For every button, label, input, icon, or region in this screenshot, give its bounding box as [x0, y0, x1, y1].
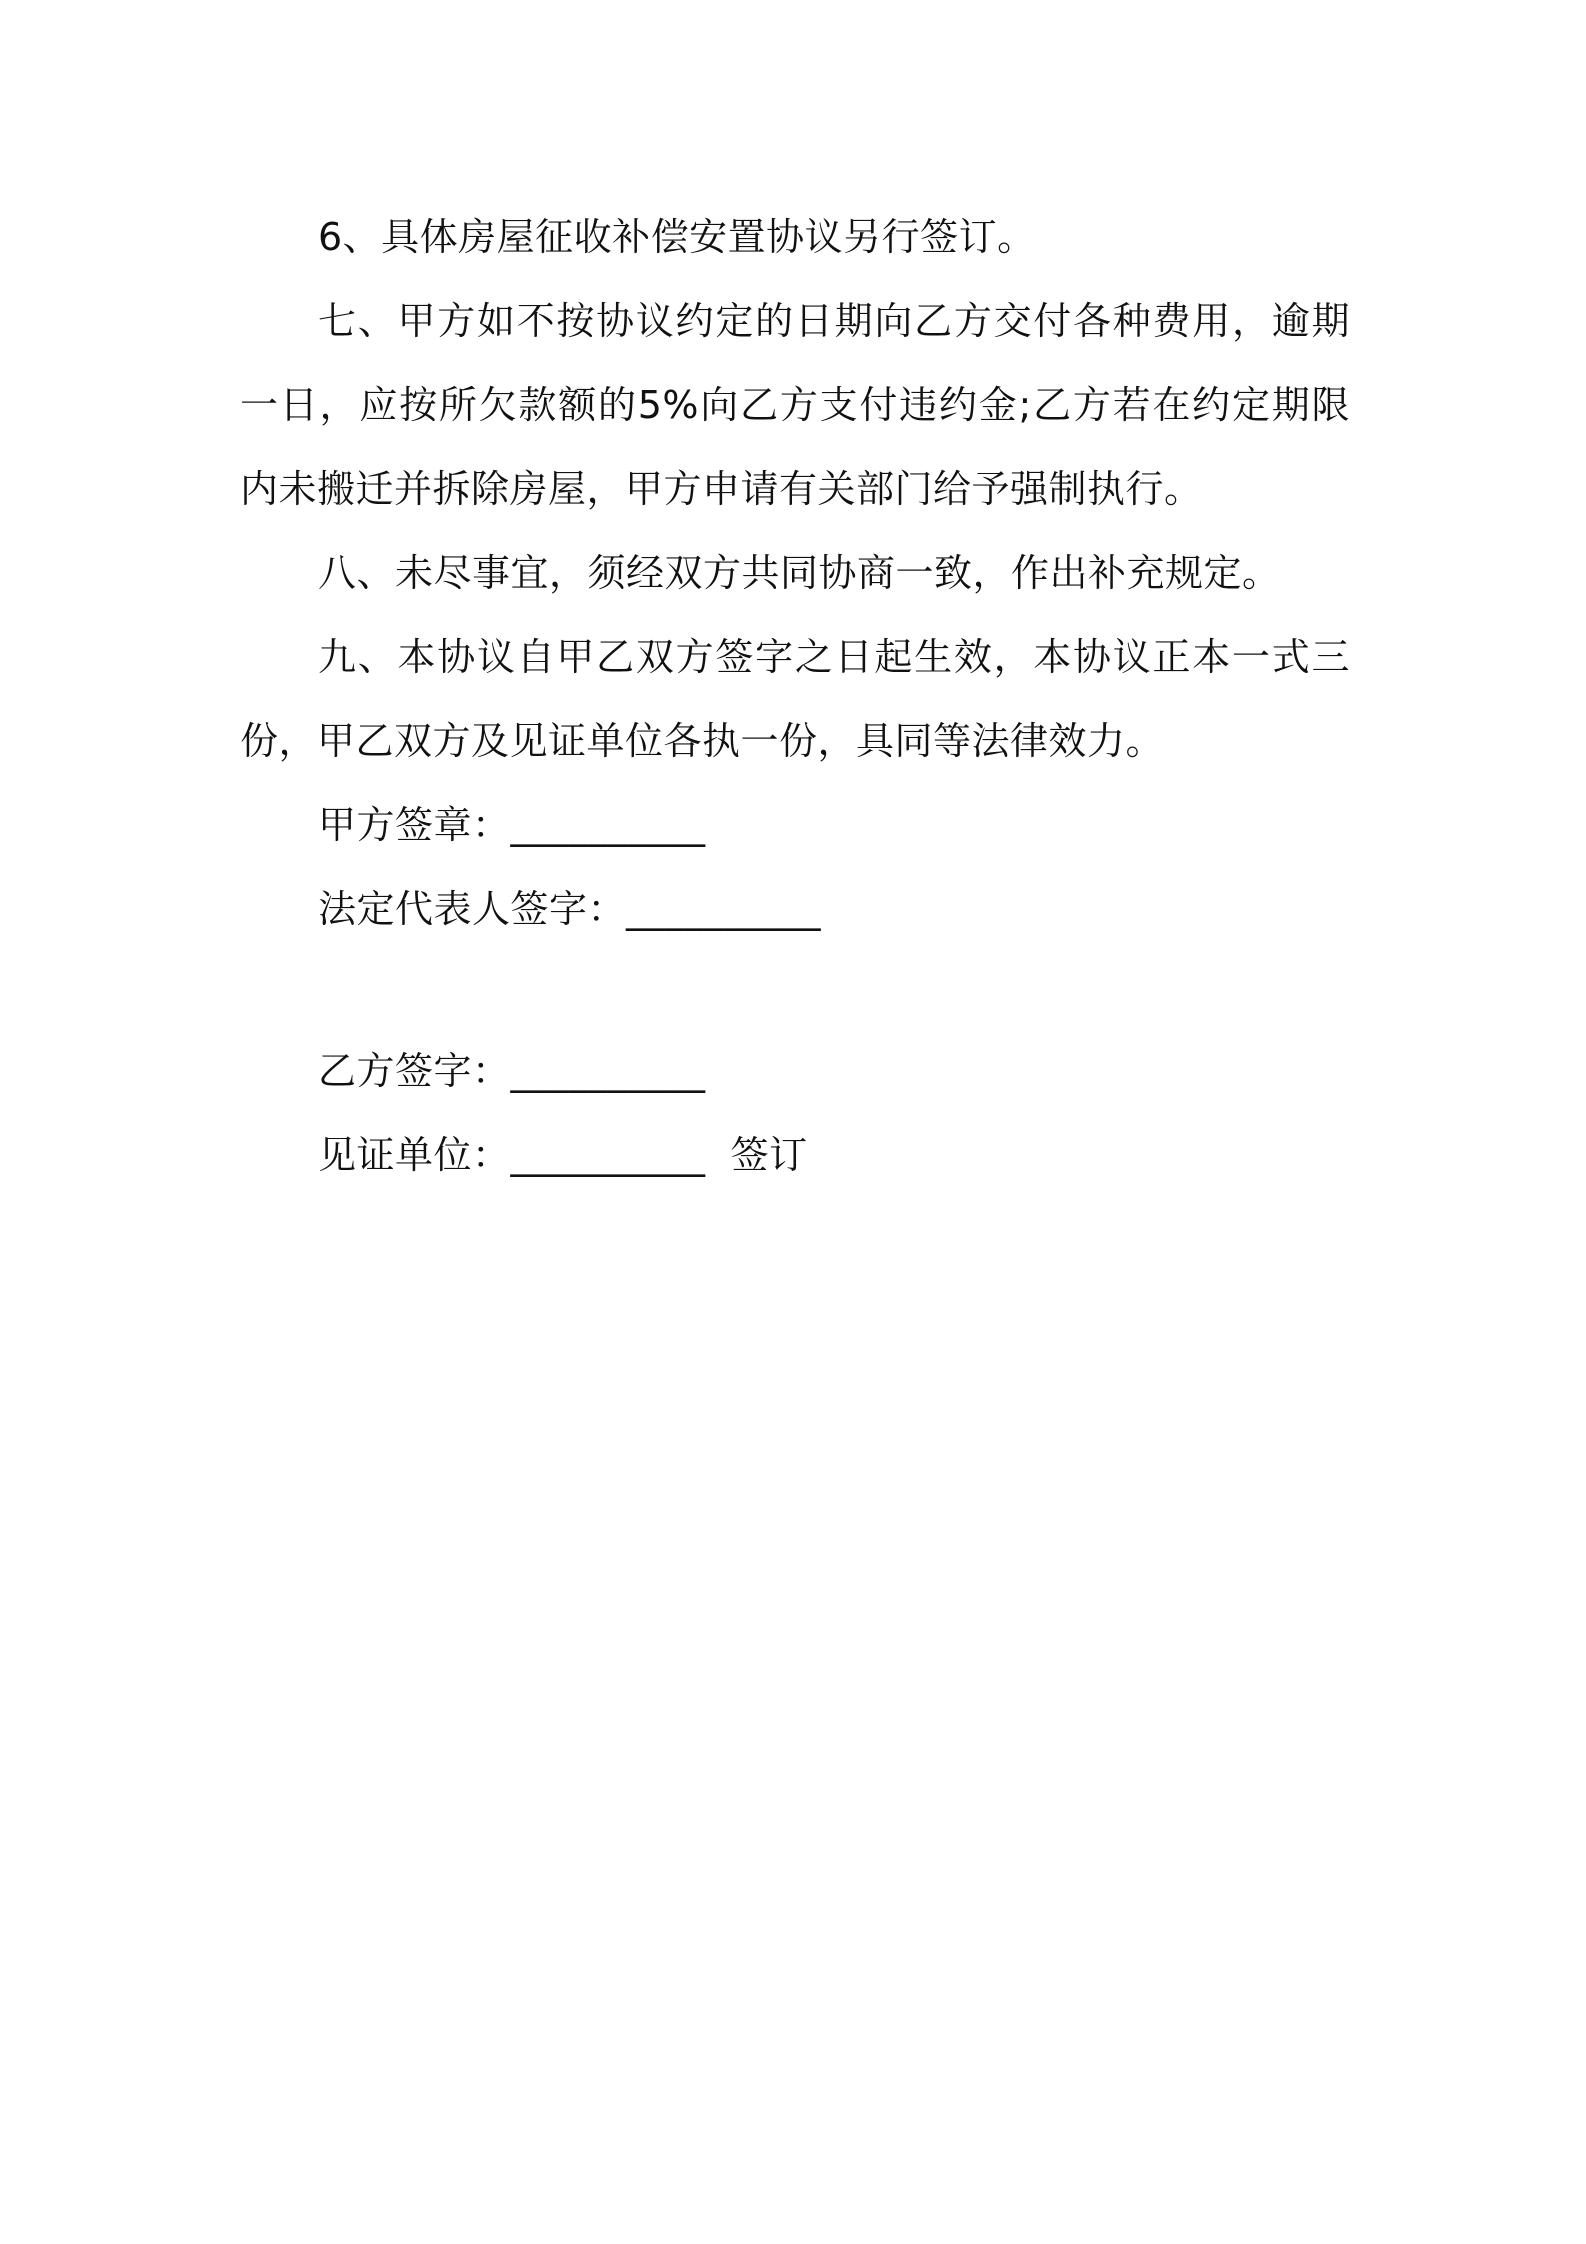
clause-6: 6、具体房屋征收补偿安置协议另行签订。 — [318, 215, 1036, 259]
signature-spacer — [240, 951, 1350, 1029]
document-body — [240, 195, 1350, 1197]
clause-7: 七、甲方如不按协议约定的日期向乙方交付各种费用，逾期一日，应按所欠款额的5%向乙方支付违约金;乙方若在约定期限内未搬迁并拆除房屋，甲方申请有关部门给予强制执行。 — [240, 299, 1350, 511]
party-b-sign-line: 乙方签字：__________ — [318, 1049, 706, 1093]
witness-unit-line: 见证单位：__________ 签订 — [318, 1133, 808, 1177]
clause-8: 八、未尽事宜，须经双方共同协商一致，作出补充规定。 — [318, 551, 1281, 595]
clause-9: 九、本协议自甲乙双方签字之日起生效，本协议正本一式三份，甲乙双方及见证单位各执一份，具同等法律效力。 — [240, 635, 1350, 763]
party-a-seal-line: 甲方签章：__________ — [318, 803, 706, 847]
legal-representative-line: 法定代表人签字：__________ — [318, 887, 822, 931]
